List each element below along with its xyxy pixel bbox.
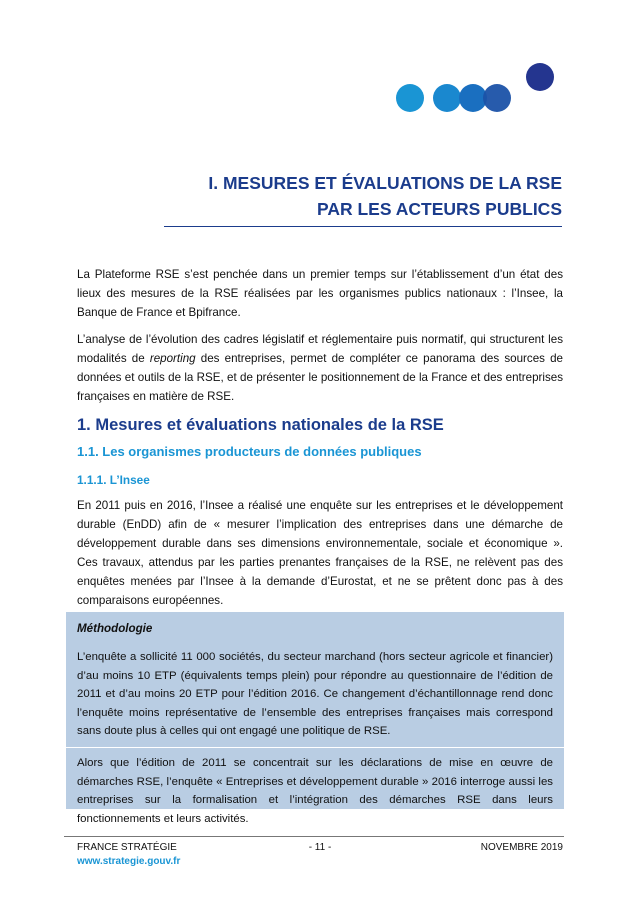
footer-org: FRANCE STRATÉGIE bbox=[77, 842, 177, 853]
footer-date: NOVEMBRE 2019 bbox=[480, 842, 563, 853]
methodology-box bbox=[66, 612, 564, 825]
methodology-title: Méthodologie bbox=[77, 622, 153, 635]
chapter-divider bbox=[164, 226, 562, 227]
main-content bbox=[77, 265, 563, 618]
subsubsection-heading: 1.1.1. L’Insee bbox=[77, 473, 150, 487]
methodology-paragraph-1: L’enquête a sollicité 11 000 sociétés, du secteur marchand (hors secteur agricole et financier) d’au moins 10 ETP (équivalents temps plein) pour répondre au questionnaire de l’édition de 2011 et d’au moins 20 ETP pour l’édition 2016. Ce changement d’échantillonnage rend donc l’enquête moins représentative de l’ensemble des entreprises françaises mais correspond sans doute plus à celles qui ont engagé une politique de RSE. bbox=[77, 651, 553, 738]
intro-p2-after: des entreprises, permet de compléter ce panorama des sources de données et outils de la RSE, et de présenter le positionnement de la France et des entreprises françaises en matière de RSE. bbox=[77, 352, 563, 403]
footer-page-number: - 11 - bbox=[308, 842, 332, 853]
chapter-title-line-1: I. MESURES ET ÉVALUATIONS DE LA RSE bbox=[208, 173, 562, 193]
methodology-paragraph-2: Alors que l’édition de 2011 se concentrait sur les déclarations de mise en œuvre de démarches RSE, l’enquête « Entreprises et développement durable » 2016 interroge aussi les entreprises sur la formalisation et l’intégration des démarches RSE dans leurs fonctionnements et leurs activités. bbox=[77, 756, 553, 825]
subsection-heading: 1.1. Les organismes producteurs de données publiques bbox=[77, 444, 422, 459]
footer-divider bbox=[64, 836, 564, 837]
logo-circle-3 bbox=[459, 84, 487, 112]
methodology-separator bbox=[66, 747, 564, 748]
intro-paragraph-1: La Plateforme RSE s’est penchée dans un premier temps sur l’établissement d’un état des lieux des mesures de la RSE réalisées par les organismes publics nationaux : l’Insee, la Banque de France et Bpifrance. bbox=[77, 268, 563, 319]
intro-p2-before: L’analyse de l’évolution des cadres législatif et réglementaire puis normatif, qui structurent les modalités de bbox=[77, 333, 563, 365]
chapter-title bbox=[208, 170, 562, 222]
logo-circle-2 bbox=[433, 84, 461, 112]
intro-p2-italic: reporting bbox=[149, 352, 196, 365]
logo-circle-4 bbox=[483, 84, 511, 112]
insee-paragraph: En 2011 puis en 2016, l’Insee a réalisé une enquête sur les entreprises et le développement durable (EnDD) afin de « mesurer l’implication des entreprises dans une démarche de développement durable dans ses dimensions environnementale, sociale et économique ». Ces travaux, attendus par les parties prenantes françaises de la RSE, ne relèvent pas des enquêtes menées par l’Insee à la demande d’Eurostat, et ne se prêtent donc pas à des comparaisons européennes. bbox=[77, 499, 563, 607]
france-strategie-logo bbox=[390, 60, 560, 120]
logo-circle-1 bbox=[396, 84, 424, 112]
footer-url-link[interactable]: www.strategie.gouv.fr bbox=[77, 856, 181, 867]
section-heading: 1. Mesures et évaluations nationales de la RSE bbox=[77, 416, 444, 434]
chapter-title-line-2: PAR LES ACTEURS PUBLICS bbox=[316, 199, 562, 219]
intro-paragraph-2 bbox=[77, 330, 563, 406]
logo-circle-5 bbox=[526, 63, 554, 91]
